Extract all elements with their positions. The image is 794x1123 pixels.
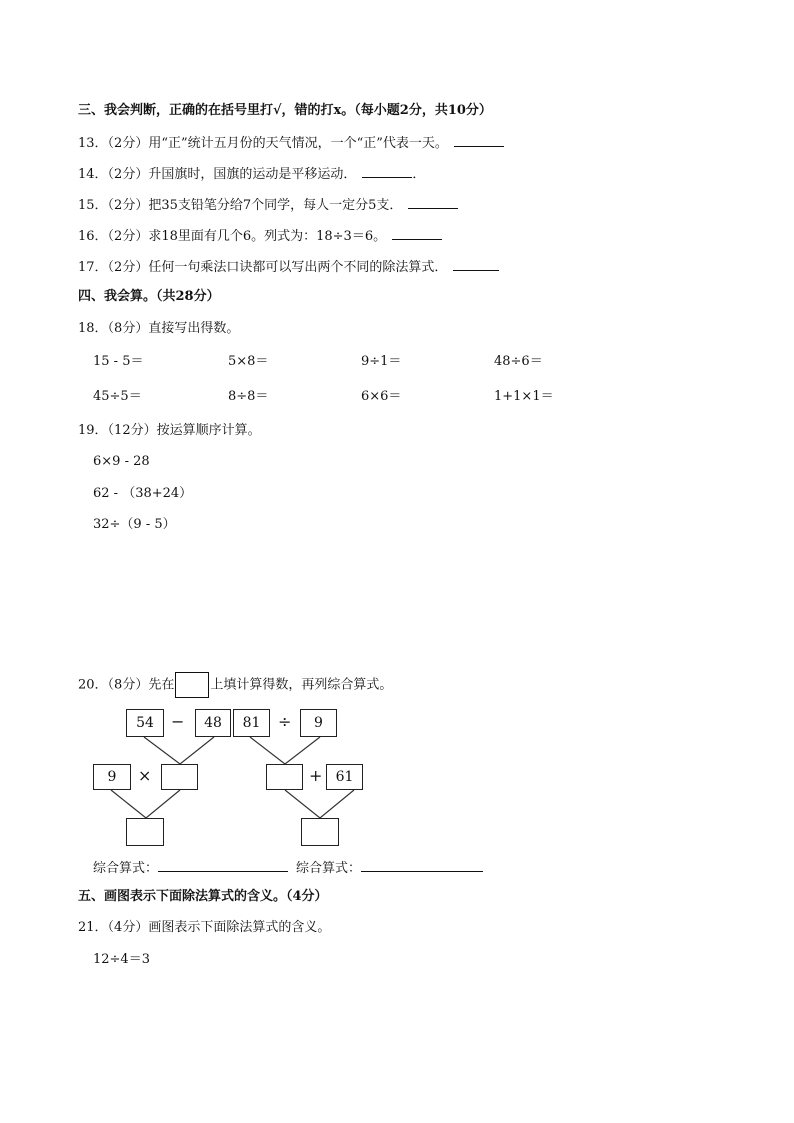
tree-right-number-c: 61 [326, 764, 363, 790]
question-14-period: ． [412, 167, 426, 182]
tree-left-number-c: 9 [93, 764, 131, 790]
combined-formula-label: 综合算式： [296, 861, 362, 876]
multiply-operator: × [138, 766, 152, 785]
expression-1: 6×9 - 28 [93, 454, 150, 469]
question-19: 19．（12分）按运算顺序计算。 [78, 423, 261, 438]
tree-left-answer-box-1[interactable] [161, 764, 198, 790]
question-17-text: 17．（2分）任何一句乘法口诀都可以写出两个不同的除法算式． [78, 260, 448, 275]
question-21: 21．（4分）画图表示下面除法算式的含义。 [78, 920, 331, 935]
expression-3: 32÷（9 - 5） [93, 517, 176, 532]
calc-item: 5×8＝ [228, 354, 269, 369]
tree-right-answer-box-2[interactable] [301, 818, 339, 846]
expression-2: 62 - （38+24） [93, 486, 193, 501]
question-20-suffix: 上填计算得数，再列综合算式。 [210, 677, 393, 693]
combined-formula-1 [93, 857, 288, 879]
tree-left-number-b: 48 [195, 709, 231, 737]
question-20-prefix: 20．（8分）先在 [78, 677, 175, 693]
question-15-text: 15．（2分）把35支铅笔分给7个同学，每人一定分5支． [78, 198, 403, 213]
tree-right-number-b: 9 [300, 709, 337, 737]
calc-item: 48÷6＝ [494, 354, 543, 369]
combined-formula-blank-2[interactable] [361, 857, 483, 872]
minus-operator: − [171, 712, 185, 731]
calc-item: 6×6＝ [361, 389, 402, 404]
tree-right-answer-box-1[interactable] [266, 764, 303, 790]
calc-item: 45÷5＝ [93, 389, 142, 404]
section-4-title: 四、我会算。（共28分） [78, 289, 220, 304]
calc-item: 8÷8＝ [228, 389, 269, 404]
tree-left-number-a: 54 [126, 709, 164, 737]
calc-item: 15 - 5＝ [93, 354, 144, 369]
question-16-text: 16．（2分）求18里面有几个6。列式为：18÷3＝6。 [78, 229, 387, 244]
divide-operator: ÷ [278, 712, 292, 731]
section-3-title: 三、我会判断，正确的在括号里打√，错的打x。（每小题2分，共10分） [78, 103, 492, 118]
expression-division: 12÷4＝3 [93, 952, 150, 967]
plus-operator: + [309, 766, 323, 785]
question-18: 18．（8分）直接写出得数。 [78, 321, 240, 336]
combined-formula-2 [296, 857, 483, 879]
calc-item: 1+1×1＝ [494, 389, 554, 404]
tree-right-number-a: 81 [233, 709, 270, 737]
calc-item: 9÷1＝ [361, 354, 402, 369]
question-14-text: 14．（2分）升国旗时，国旗的运动是平移运动． [78, 167, 357, 182]
section-5-title: 五、画图表示下面除法算式的含义。（4分） [78, 889, 328, 904]
tree-left-answer-box-2[interactable] [126, 818, 164, 846]
question-13-text: 13．（2分）用“正”统计五月份的天气情况，一个“正”代表一天。 [78, 136, 448, 151]
combined-formula-label: 综合算式： [93, 861, 159, 876]
combined-formula-blank-1[interactable] [158, 857, 288, 872]
